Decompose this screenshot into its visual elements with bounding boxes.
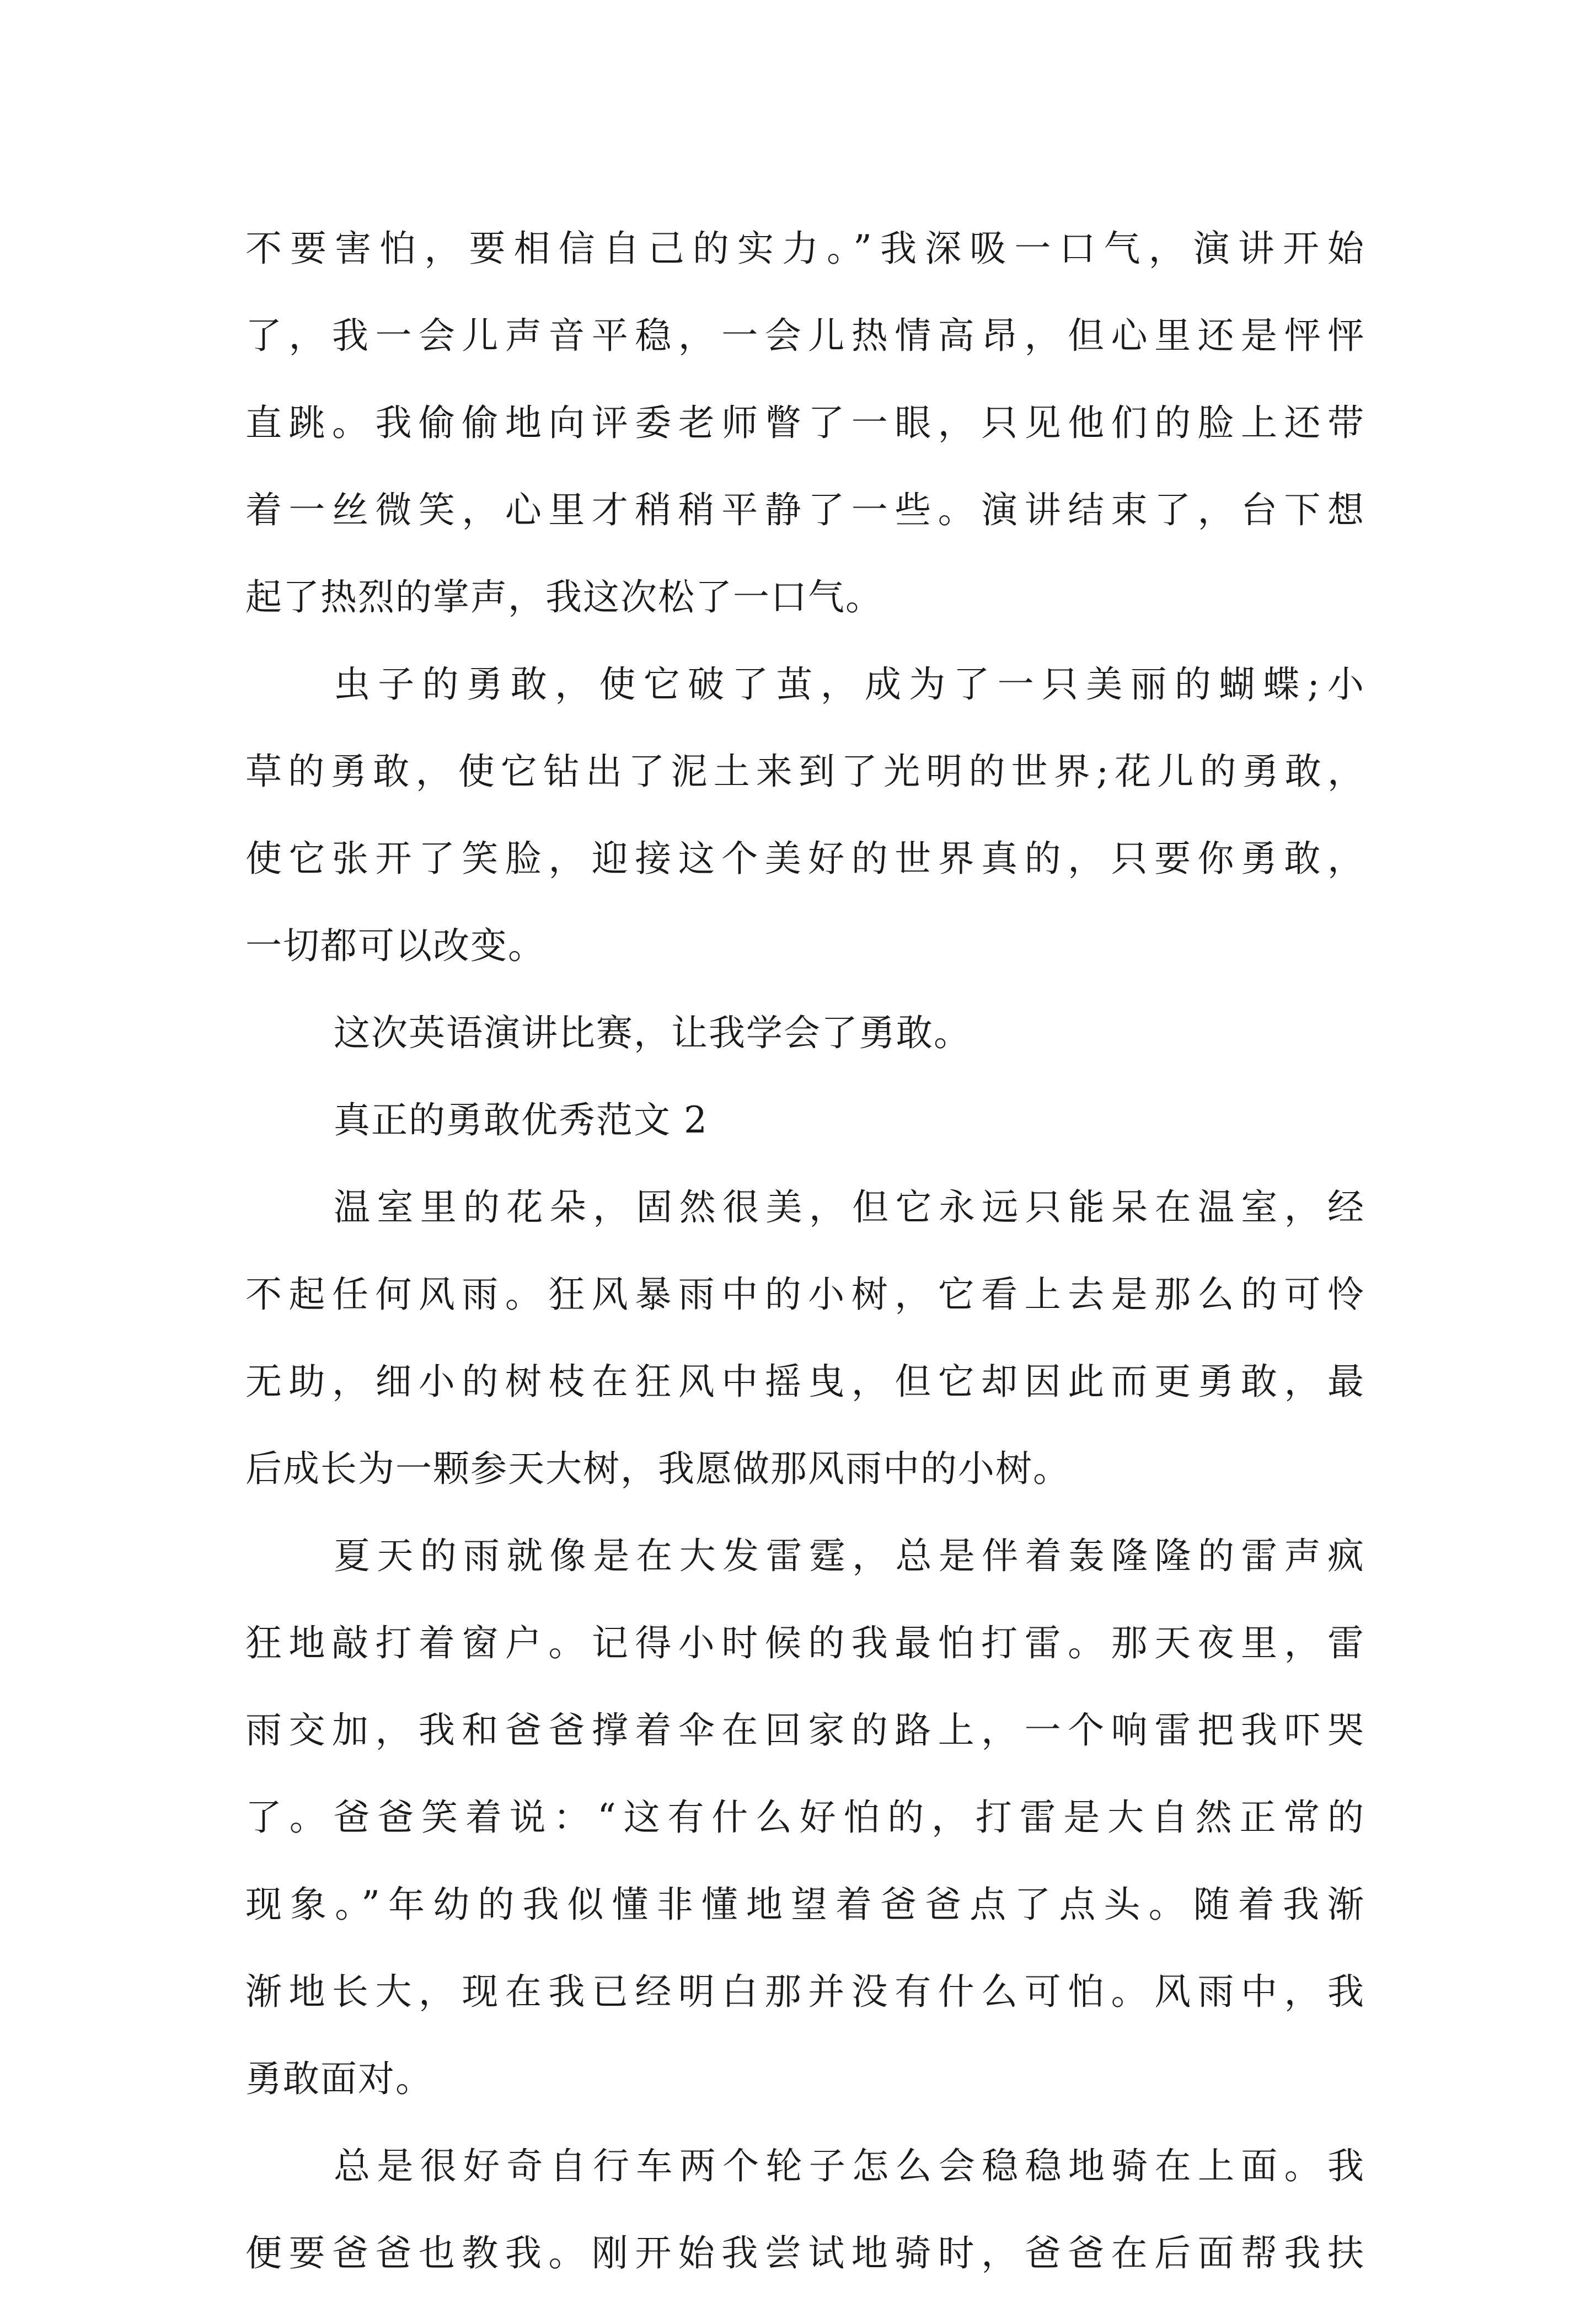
text-line: 虫子的勇敢，使它破了茧，成为了一只美丽的蝴蝶;小 [334,663,1365,706]
text-line: 夏天的雨就像是在大发雷霆，总是伴着轰隆隆的雷声疯 [334,1535,1365,1577]
text-line: 温室里的花朵，固然很美，但它永远只能呆在温室，经 [334,1186,1365,1228]
paragraph [245,1513,1365,2123]
text-line: 后成长为一颗参天大树，我愿做那风雨中的小树。 [245,1447,1070,1490]
text-line: 狂地敲打着窗户。记得小时候的我最怕打雷。那天夜里，雷 [245,1622,1365,1664]
paragraph [245,1077,1365,1164]
paragraph [245,2123,1365,2297]
text-line: 起了热烈的掌声，我这次松了一口气。 [245,576,883,618]
text-line: 总是很好奇自行车两个轮子怎么会稳稳地骑在上面。我 [334,2145,1365,2187]
text-line: 便要爸爸也教我。刚开始我尝试地骑时，爸爸在后面帮我扶 [245,2232,1365,2274]
text-line: 不起任何风雨。狂风暴雨中的小树，它看上去是那么的可怜 [245,1273,1365,1316]
text-line: 使它张开了笑脸，迎接这个美好的世界真的，只要你勇敢， [245,837,1365,880]
paragraph [245,641,1365,990]
text-line: 了，我一会儿声音平稳，一会儿热情高昂，但心里还是怦怦 [245,314,1365,357]
text-line: 这次英语演讲比赛，让我学会了勇敢。 [334,1012,971,1054]
text-line: 不要害怕，要相信自己的实力。”我深吸一口气，演讲开始 [245,227,1365,270]
document-body [245,205,1365,2297]
paragraph [245,205,1365,641]
paragraph [245,990,1365,1077]
text-line: 直跳。我偷偷地向评委老师瞥了一眼，只见他们的脸上还带 [245,402,1365,444]
paragraph [245,1164,1365,1513]
text-line: 一切都可以改变。 [245,925,545,967]
text-line: 草的勇敢，使它钻出了泥土来到了光明的世界;花儿的勇敢， [245,750,1365,793]
text-line: 雨交加，我和爸爸撑着伞在回家的路上，一个响雷把我吓哭 [245,1709,1365,1751]
text-line: 现象。”年幼的我似懂非懂地望着爸爸点了点头。随着我渐 [245,1883,1365,1926]
text-line: 了。爸爸笑着说：“这有什么好怕的，打雷是大自然正常的 [245,1796,1365,1839]
text-line: 真正的勇敢优秀范文 2 [334,1099,708,1141]
text-line: 渐地长大，现在我已经明白那并没有什么可怕。风雨中，我 [245,1970,1365,2013]
text-line: 着一丝微笑，心里才稍稍平静了一些。演讲结束了，台下想 [245,489,1365,531]
text-line: 无助，细小的树枝在狂风中摇曳，但它却因此而更勇敢，最 [245,1360,1365,1403]
text-line: 勇敢面对。 [245,2058,433,2100]
